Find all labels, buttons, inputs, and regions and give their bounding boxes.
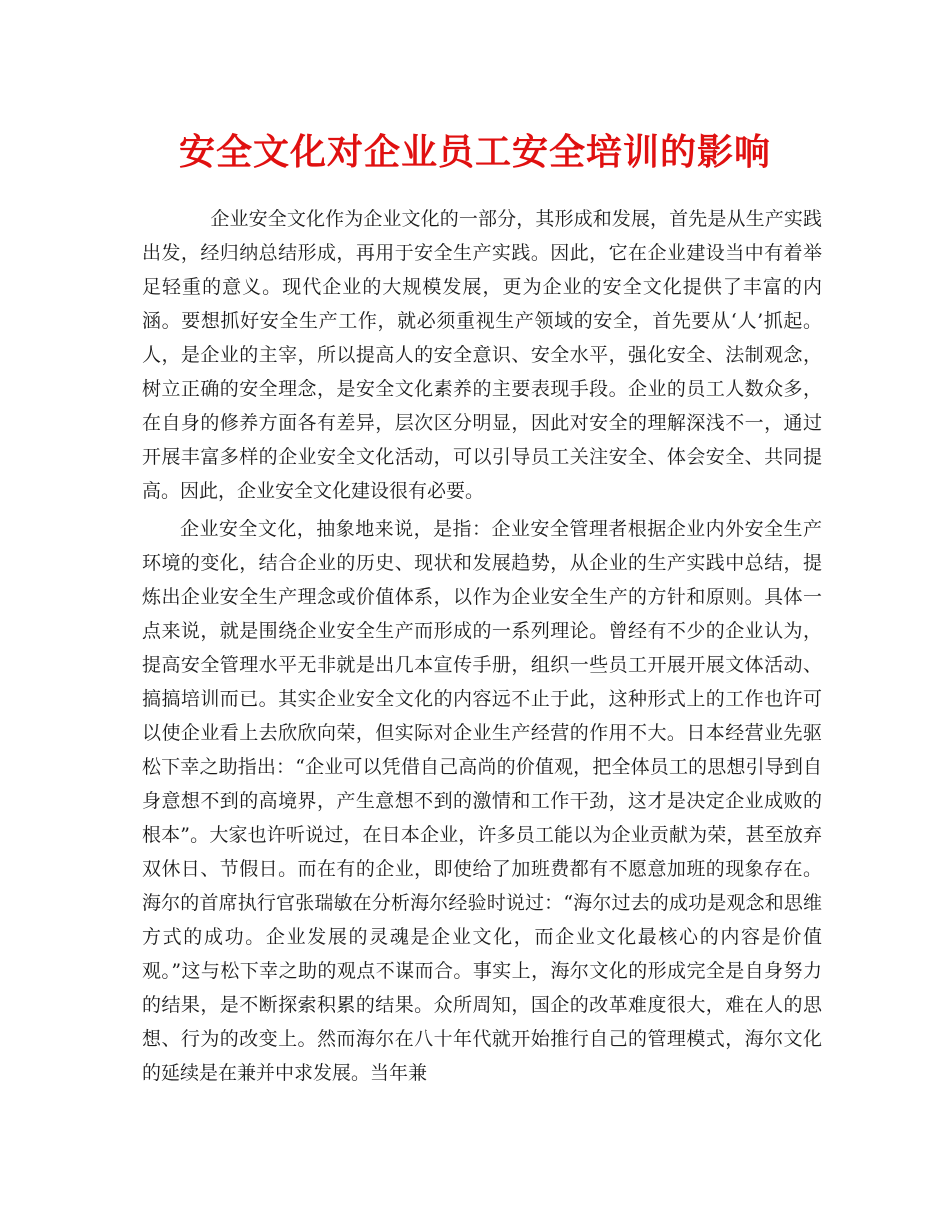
paragraph-2: 企业安全文化，抽象地来说，是指：企业安全管理者根据企业内外安全生产环境的变化，结合企业的历史、现状和发展趋势，从企业的生产实践中总结，提炼出企业安全生产理念或价值体系，以作为企业安全生产的方针和原则。具体一点来说，就是围绕企业安全生产而形成的一系列理论。曾经有不少的企业认为，提高安全管理水平无非就是出几本宣传手册，组织一些员工开展开展文体活动、搞搞培训而已。其实企业安全文化的内容远不止于此，这种形式上的工作也许可以使企业看上去欣欣向荣，但实际对企业生产经营的作用不大。日本经营业先驱松下幸之助指出：“企业可以凭借自己高尚的价值观，把全体员工的思想引导到自身意想不到的高境界，产生意想不到的激情和工作干劲，这才是决定企业成败的根本”。大家也许听说过，在日本企业，许多员工能以为企业贡献为荣，甚至放弃双休日、节假日。而在有的企业，即使给了加班费都有不愿意加班的现象存在。海尔的首席执行官张瑞敏在分析海尔经验时说过：“海尔过去的成功是观念和思维方式的成功。企业发展的灵魂是企业文化，而企业文化最核心的内容是价值观。”这与松下幸之助的观点不谋而合。事实上，海尔文化的形成完全是自身努力的结果，是不断探索积累的结果。众所周知，国企的改革难度很大，难在人的思想、行为的改变上。然而海尔在八十年代就开始推行自己的管理模式，海尔文化的延续是在兼并中求发展。当年兼 xyxy=(142,518,822,1084)
document-body xyxy=(142,202,822,1090)
document-title: 安全文化对企业员工安全培训的影响 xyxy=(178,131,771,173)
paragraph-1: 企业安全文化作为企业文化的一部分，其形成和发展，首先是从生产实践出发，经归纳总结形成，再用于安全生产实践。因此，它在企业建设当中有着举足轻重的意义。现代企业的大规模发展，更为企业的安全文化提供了丰富的内涵。要想抓好安全生产工作，就必须重视生产领域的安全，首先要从‘人’抓起。人，是企业的主宰，所以提高人的安全意识、安全水平，强化安全、法制观念，树立正确的安全理念，是安全文化素养的主要表现手段。企业的员工人数众多，在自身的修养方面各有差异，层次区分明显，因此对安全的理解深浅不一，通过开展丰富多样的企业安全文化活动，可以引导员工关注安全、体会安全、共同提高。因此，企业安全文化建设很有必要。 xyxy=(142,208,822,502)
